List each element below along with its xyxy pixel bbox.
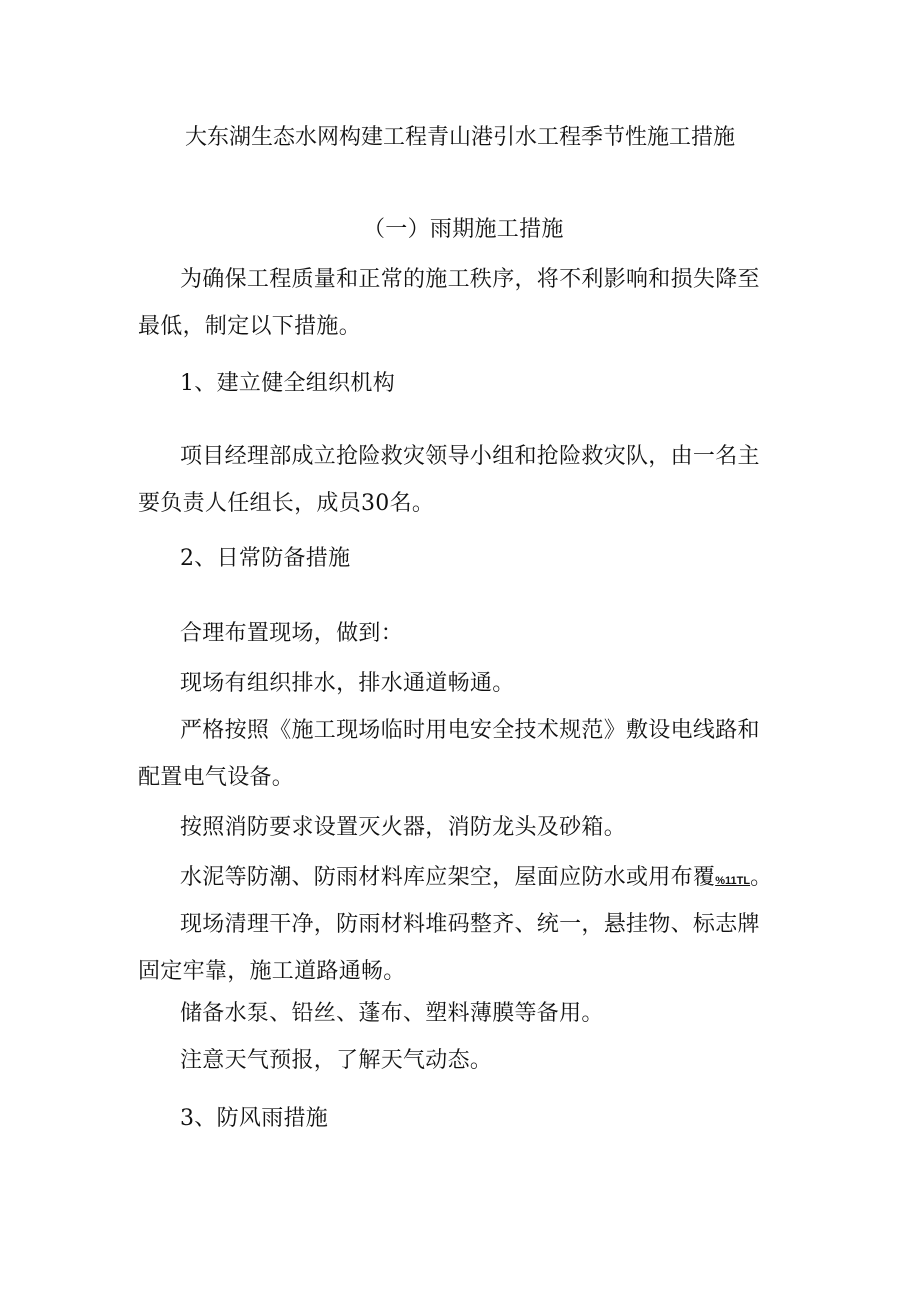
section-heading: （一）雨期施工措施 — [363, 217, 564, 242]
item3-heading: 3、防风雨措施 — [180, 1106, 329, 1131]
item2-p4-end: 。 — [750, 865, 773, 890]
item2-p5-line-1: 现场清理干净，防雨材料堆码整齐、统一，悬挂物、标志牌 — [180, 912, 760, 937]
intro-line-1: 为确保工程质量和正常的施工秩序，将不利影响和损失降至 — [180, 267, 760, 292]
item2-p4-main: 水泥等防潮、防雨材料库应架空，屋面应防水或用布覆 — [180, 865, 716, 890]
document-title: 大东湖生态水网构建工程青山港引水工程季节性施工措施 — [184, 125, 735, 150]
item2-p4-artifact: %11TL — [715, 875, 751, 887]
intro-line-2: 最低，制定以下措施。 — [138, 314, 362, 339]
item2-p5-line-2: 固定牢靠，施工道路通畅。 — [138, 959, 406, 984]
item2-p3: 按照消防要求设置灭火器，消防龙头及砂箱。 — [180, 815, 627, 840]
item2-p4 — [180, 864, 772, 895]
item1-line-2: 要负责人任组长，成员30名。 — [138, 491, 435, 516]
item2-p2-line-2: 配置电气设备。 — [138, 765, 295, 790]
item2-p1: 现场有组织排水，排水通道畅通。 — [180, 671, 515, 696]
item2-heading: 2、日常防备措施 — [180, 546, 351, 571]
item1-line-1: 项目经理部成立抢险救灾领导小组和抢险救灾队，由一名主 — [180, 444, 760, 469]
item1-heading: 1、建立健全组织机构 — [180, 371, 395, 396]
item2-lead: 合理布置现场，做到： — [180, 621, 404, 646]
item2-p2-line-1: 严格按照《施工现场临时用电安全技术规范》敷设电线路和 — [180, 718, 760, 743]
item2-p6: 储备水泵、铅丝、蓬布、塑料薄膜等备用。 — [180, 1001, 604, 1026]
item2-p7: 注意天气预报，了解天气动态。 — [180, 1048, 493, 1073]
